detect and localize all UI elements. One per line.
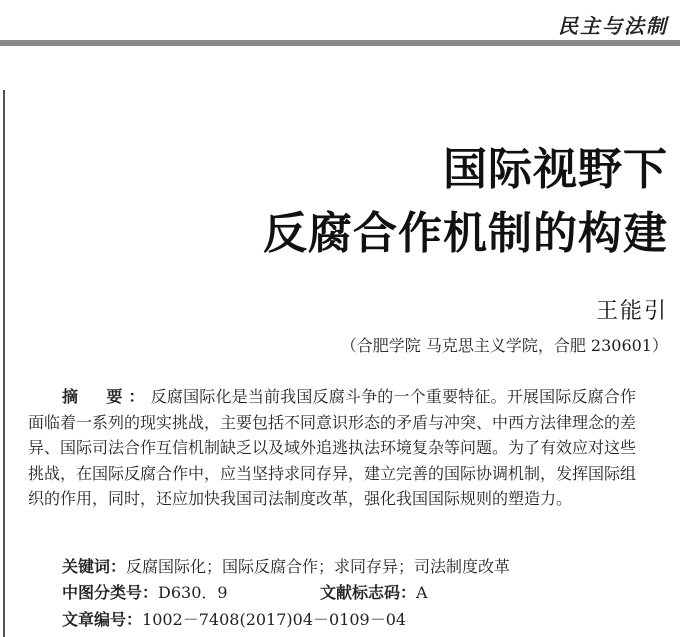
author-name: 王能引 [595, 299, 668, 324]
author-affiliation: （合肥学院 马克思主义学院，合肥 230601） [340, 336, 668, 355]
doc-code-value: A [416, 583, 428, 602]
article-number-value: 1002－7408(2017)04－0109－04 [142, 610, 407, 629]
journal-header: 民主与法制 [558, 14, 668, 38]
abstract-text: 反腐国际化是当前我国反腐斗争的一个重要特征。开展国际反腐合作面临着一系列的现实挑战，主要包括不同意识形态的矛盾与冲突、中西方法律理念的差异、国际司法合作互信机制缺乏以及域外追逃执法环境复杂等问题。为了有效应对这些挑战，在国际反腐合作中，应当坚持求同存异，建立完善的国际协调机制，发挥国际组织的作用，同时，还应加快我国司法制度改革，强化我国国际规则的塑造力。 [28, 387, 637, 508]
article-title-line-1: 国际视野下 [443, 144, 668, 195]
keywords-label: 关键词： [62, 557, 127, 576]
keywords-line [62, 554, 510, 577]
article-title-line-2: 反腐合作机制的构建 [263, 208, 668, 259]
clc-line [62, 580, 228, 603]
abstract [28, 384, 636, 512]
header-rule [0, 40, 680, 46]
doc-code-line [320, 580, 428, 603]
article-number-line [62, 607, 406, 630]
keywords-value: 反腐国际化；国际反腐合作；求同存异；司法制度改革 [126, 557, 511, 576]
abstract-label: 摘 要： [62, 387, 151, 406]
left-margin-bar [3, 90, 5, 637]
clc-value: D630．9 [158, 583, 228, 602]
doc-code-label: 文献标志码： [320, 583, 417, 602]
article-number-label: 文章编号： [62, 610, 143, 629]
clc-label: 中图分类号： [62, 583, 159, 602]
